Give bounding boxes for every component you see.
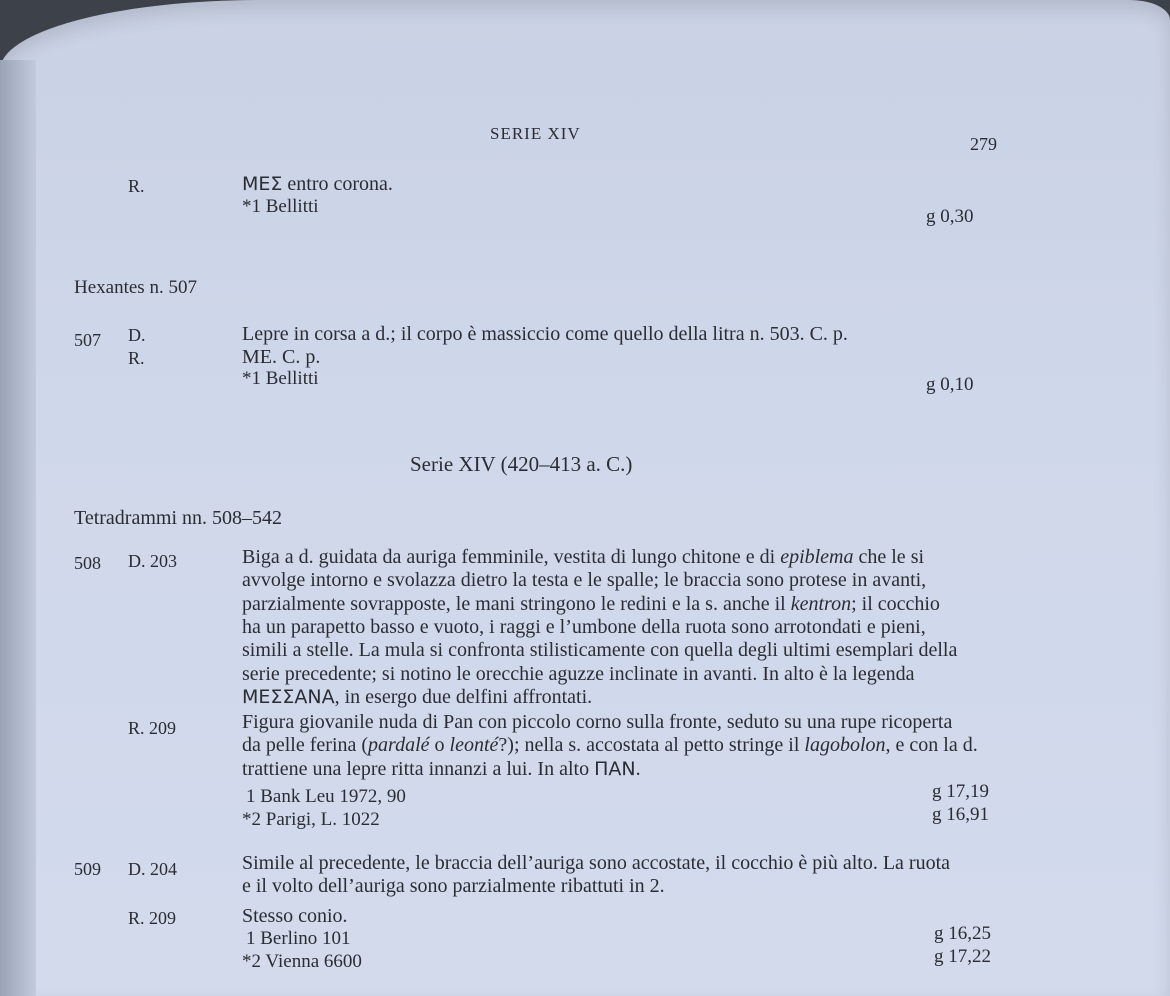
text-segment: . <box>635 757 641 780</box>
obverse-description: Lepre in corsa a d.; il corpo è massiccio come quello della litra n. 503. C. p. <box>242 323 848 345</box>
description-line <box>242 662 914 686</box>
obverse-label: D. 204 <box>128 859 177 879</box>
page-number: 279 <box>970 134 997 154</box>
denomination-heading: Tetradrammi nn. 508–542 <box>74 507 282 529</box>
text-segment: , e con la d. <box>885 734 978 757</box>
specimen-weight: g 16,25 <box>934 923 991 944</box>
greek-legend: ΜΕΣΣΑΝΑ <box>242 685 335 708</box>
specimen-reference: *2 Parigi, L. 1022 <box>242 809 380 830</box>
reverse-description: ΜΕ. C. p. <box>242 346 321 368</box>
text-segment: Figura giovanile nuda di Pan con piccolo corno sulla fronte, seduto su una rupe ricoperta <box>242 711 953 733</box>
text-segment: parzialmente sovrapposte, le mani stringono le redini e la s. anche il <box>242 592 791 615</box>
italic-term: kentron <box>790 592 852 615</box>
specimen-reference: *1 Bellitti <box>242 368 319 389</box>
specimen-weight: g 17,19 <box>932 781 989 802</box>
text-segment: trattiene una lepre ritta innanzi a lui. In alto <box>242 757 595 780</box>
text-segment: Biga a d. guidata da auriga femminile, vestita di lungo chitone e di <box>242 546 781 568</box>
specimen-reference: *2 Vienna 6600 <box>242 951 362 972</box>
catalogue-number: 507 <box>74 330 101 350</box>
reverse-label: R. <box>128 348 145 368</box>
text-segment: ; il cocchio <box>851 592 940 615</box>
text-segment: o <box>429 734 450 757</box>
specimen-reference: 1 Bank Leu 1972, 90 <box>246 786 406 807</box>
greek-legend: ΜΕΣ <box>242 173 283 195</box>
specimen-reference: 1 Berlino 101 <box>246 928 351 949</box>
description-line <box>242 638 957 662</box>
description-line <box>242 757 641 781</box>
description-line <box>242 710 952 734</box>
reverse-label: R. 209 <box>128 908 177 928</box>
denomination-heading: Hexantes n. 507 <box>74 277 197 298</box>
text-segment: , in esergo due delfini affrontati. <box>334 685 593 708</box>
italic-term: leonté <box>449 734 499 757</box>
obverse-description: e il volto dell’auriga sono parzialmente ribattuti in 2. <box>242 875 665 897</box>
text-segment: simili a stelle. La mula si confronta stilisticamente con quella degli ultimi esemplari della <box>242 639 958 662</box>
reverse-label: R. <box>128 176 145 196</box>
section-title: Serie XIV (420–413 a. C.) <box>410 452 633 476</box>
description-line <box>242 685 592 709</box>
italic-term: pardalé <box>368 734 430 757</box>
greek-legend: ΠΑΝ <box>594 757 636 780</box>
text-segment: ha un parapetto basso e vuoto, i raggi e l’umbone della ruota sono arrotondati e pieni, <box>242 615 926 638</box>
specimen-weight: g 16,91 <box>932 804 989 825</box>
reverse-description: Stesso conio. <box>242 905 348 927</box>
description-line <box>242 592 940 616</box>
specimen-weight: g 17,22 <box>934 946 991 967</box>
reverse-description: ΜΕΣ entro corona. <box>242 173 393 195</box>
obverse-label: D. <box>128 325 146 345</box>
catalogue-number: 509 <box>74 859 101 879</box>
italic-term: lagobolon <box>804 734 886 757</box>
obverse-label: D. 203 <box>128 551 177 571</box>
text-segment: da pelle ferina ( <box>242 734 369 757</box>
specimen-reference: *1 Bellitti <box>242 196 319 217</box>
description-line <box>242 733 978 757</box>
specimen-weight: g 0,30 <box>926 206 974 227</box>
text-segment: che le si <box>853 546 925 568</box>
text-segment: ?); nella s. accostata al petto stringe il <box>498 734 805 757</box>
running-head: SERIE XIV <box>490 124 581 143</box>
obverse-description: Simile al precedente, le braccia dell’auriga sono accostate, il cocchio è più alto. La ruota <box>242 852 951 874</box>
catalogue-number: 508 <box>74 553 101 573</box>
text-segment: avvolge intorno e svolazza dietro la testa e le spalle; le braccia sono protese in avanti, <box>242 569 927 592</box>
description-line <box>242 615 926 639</box>
description-line <box>242 545 924 569</box>
text-segment: serie precedente; si notino le orecchie aguzze inclinate in avanti. In alto è la legenda <box>242 662 915 685</box>
specimen-weight: g 0,10 <box>926 374 974 395</box>
description-line <box>242 568 926 592</box>
italic-term: epiblema <box>780 546 854 568</box>
reverse-label: R. 209 <box>128 718 177 738</box>
page-edge <box>0 60 36 996</box>
